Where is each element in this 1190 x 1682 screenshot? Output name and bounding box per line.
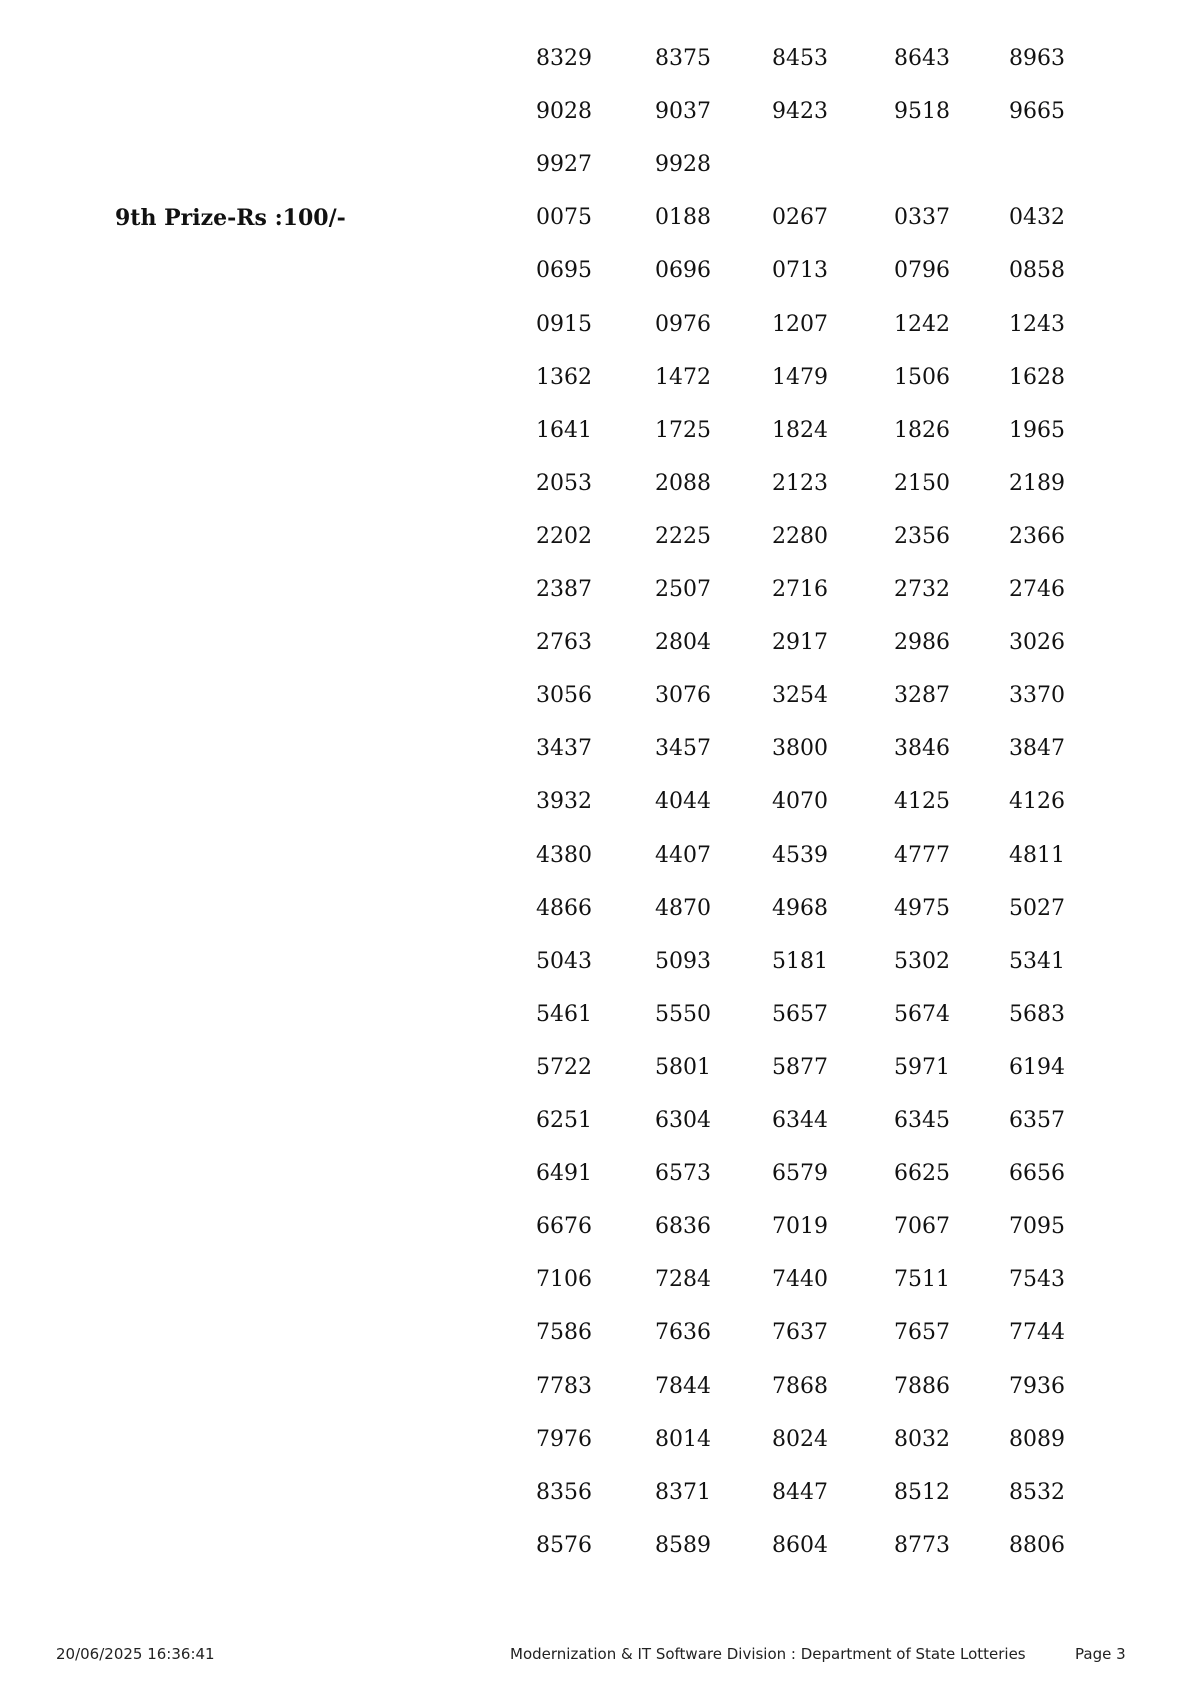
number-row — [0, 681, 1190, 711]
ticket-number: 0915 — [536, 312, 592, 337]
ticket-number: 7095 — [1009, 1214, 1065, 1239]
ticket-number: 0696 — [655, 258, 711, 283]
ticket-number: 8447 — [772, 1480, 828, 1505]
ticket-number: 4539 — [772, 843, 828, 868]
ticket-number: 7106 — [536, 1267, 592, 1292]
print-timestamp: 20/06/2025 16:36:41 — [56, 1645, 215, 1663]
ticket-number: 6573 — [655, 1161, 711, 1186]
ticket-number: 5877 — [772, 1055, 828, 1080]
ticket-number: 8375 — [655, 46, 711, 71]
ticket-number: 2746 — [1009, 577, 1065, 602]
ticket-number: 8773 — [894, 1533, 950, 1558]
ticket-number: 5674 — [894, 1002, 950, 1027]
ticket-number: 5341 — [1009, 949, 1065, 974]
ticket-number: 8643 — [894, 46, 950, 71]
ticket-number: 7067 — [894, 1214, 950, 1239]
number-row — [0, 947, 1190, 977]
ticket-number: 4811 — [1009, 843, 1065, 868]
number-row — [0, 1159, 1190, 1189]
number-row — [0, 256, 1190, 286]
ticket-number: 5722 — [536, 1055, 592, 1080]
ticket-number: 0267 — [772, 205, 828, 230]
ticket-number: 9927 — [536, 152, 592, 177]
ticket-number: 7440 — [772, 1267, 828, 1292]
ticket-number: 8806 — [1009, 1533, 1065, 1558]
number-row — [0, 416, 1190, 446]
ticket-number: 3254 — [772, 683, 828, 708]
ticket-number: 8604 — [772, 1533, 828, 1558]
number-row — [0, 894, 1190, 924]
ticket-number: 8014 — [655, 1427, 711, 1452]
number-row — [0, 150, 1190, 180]
number-row — [0, 1425, 1190, 1455]
ticket-number: 0796 — [894, 258, 950, 283]
ticket-number: 5302 — [894, 949, 950, 974]
ticket-number: 8356 — [536, 1480, 592, 1505]
ticket-number: 0188 — [655, 205, 711, 230]
ticket-number: 6345 — [894, 1108, 950, 1133]
number-row — [0, 44, 1190, 74]
ticket-number: 6836 — [655, 1214, 711, 1239]
ticket-number: 8371 — [655, 1480, 711, 1505]
ticket-number: 7636 — [655, 1320, 711, 1345]
ticket-number: 4968 — [772, 896, 828, 921]
number-row — [0, 1318, 1190, 1348]
ticket-number: 1824 — [772, 418, 828, 443]
ticket-number: 1506 — [894, 365, 950, 390]
number-row — [0, 787, 1190, 817]
number-row — [0, 97, 1190, 127]
ticket-number: 2917 — [772, 630, 828, 655]
ticket-number: 6676 — [536, 1214, 592, 1239]
ticket-number: 4070 — [772, 789, 828, 814]
ticket-number: 1472 — [655, 365, 711, 390]
number-row — [0, 1531, 1190, 1561]
ticket-number: 1362 — [536, 365, 592, 390]
ticket-number: 0075 — [536, 205, 592, 230]
ticket-number: 0858 — [1009, 258, 1065, 283]
ticket-number: 6579 — [772, 1161, 828, 1186]
number-row — [0, 1372, 1190, 1402]
ticket-number: 0695 — [536, 258, 592, 283]
ticket-number: 7936 — [1009, 1374, 1065, 1399]
ticket-number: 6344 — [772, 1108, 828, 1133]
ticket-number: 4044 — [655, 789, 711, 814]
number-row — [0, 1053, 1190, 1083]
ticket-number: 8532 — [1009, 1480, 1065, 1505]
ticket-number: 1965 — [1009, 418, 1065, 443]
ticket-number: 2150 — [894, 471, 950, 496]
ticket-number: 2732 — [894, 577, 950, 602]
ticket-number: 6194 — [1009, 1055, 1065, 1080]
page-number: Page 3 — [1075, 1645, 1126, 1663]
ticket-number: 1628 — [1009, 365, 1065, 390]
ticket-number: 1641 — [536, 418, 592, 443]
ticket-number: 9028 — [536, 99, 592, 124]
ticket-number: 6304 — [655, 1108, 711, 1133]
ticket-number: 2356 — [894, 524, 950, 549]
ticket-number: 7868 — [772, 1374, 828, 1399]
ticket-number: 2366 — [1009, 524, 1065, 549]
number-row — [0, 363, 1190, 393]
ticket-number: 7976 — [536, 1427, 592, 1452]
number-row — [0, 1265, 1190, 1295]
ticket-number: 3457 — [655, 736, 711, 761]
ticket-number: 3847 — [1009, 736, 1065, 761]
ticket-number: 5093 — [655, 949, 711, 974]
ticket-number: 3287 — [894, 683, 950, 708]
ticket-number: 5657 — [772, 1002, 828, 1027]
ticket-number: 2763 — [536, 630, 592, 655]
ticket-number: 1242 — [894, 312, 950, 337]
ticket-number: 1243 — [1009, 312, 1065, 337]
ticket-number: 2202 — [536, 524, 592, 549]
footer-division: Modernization & IT Software Division : Department of State Lotteries — [510, 1645, 1026, 1663]
ticket-number: 8089 — [1009, 1427, 1065, 1452]
ticket-number: 9665 — [1009, 99, 1065, 124]
ticket-number: 2280 — [772, 524, 828, 549]
ticket-number: 1826 — [894, 418, 950, 443]
ticket-number: 2053 — [536, 471, 592, 496]
ticket-number: 2123 — [772, 471, 828, 496]
ticket-number: 4975 — [894, 896, 950, 921]
ticket-number: 7284 — [655, 1267, 711, 1292]
ticket-number: 8576 — [536, 1533, 592, 1558]
ticket-number: 5461 — [536, 1002, 592, 1027]
ticket-number: 2189 — [1009, 471, 1065, 496]
prize-label: 9th Prize-Rs :100/- — [115, 205, 346, 231]
ticket-number: 7637 — [772, 1320, 828, 1345]
ticket-number: 2225 — [655, 524, 711, 549]
ticket-number: 9037 — [655, 99, 711, 124]
ticket-number: 3026 — [1009, 630, 1065, 655]
ticket-number: 2804 — [655, 630, 711, 655]
ticket-number: 2986 — [894, 630, 950, 655]
ticket-number: 4125 — [894, 789, 950, 814]
ticket-number: 9928 — [655, 152, 711, 177]
ticket-number: 5181 — [772, 949, 828, 974]
ticket-number: 0337 — [894, 205, 950, 230]
number-row — [0, 310, 1190, 340]
ticket-number: 7543 — [1009, 1267, 1065, 1292]
ticket-number: 7886 — [894, 1374, 950, 1399]
ticket-number: 8329 — [536, 46, 592, 71]
ticket-number: 3846 — [894, 736, 950, 761]
ticket-number: 4407 — [655, 843, 711, 868]
number-row — [0, 841, 1190, 871]
ticket-number: 1207 — [772, 312, 828, 337]
ticket-number: 6251 — [536, 1108, 592, 1133]
ticket-number: 1479 — [772, 365, 828, 390]
ticket-number: 3056 — [536, 683, 592, 708]
ticket-number: 6625 — [894, 1161, 950, 1186]
number-row — [0, 575, 1190, 605]
ticket-number: 5971 — [894, 1055, 950, 1080]
ticket-number: 3800 — [772, 736, 828, 761]
ticket-number: 8453 — [772, 46, 828, 71]
ticket-number: 0713 — [772, 258, 828, 283]
ticket-number: 0432 — [1009, 205, 1065, 230]
ticket-number: 2716 — [772, 577, 828, 602]
ticket-number: 4866 — [536, 896, 592, 921]
ticket-number: 4870 — [655, 896, 711, 921]
ticket-number: 5683 — [1009, 1002, 1065, 1027]
ticket-number: 2507 — [655, 577, 711, 602]
ticket-number: 5043 — [536, 949, 592, 974]
ticket-number: 8963 — [1009, 46, 1065, 71]
ticket-number: 9518 — [894, 99, 950, 124]
ticket-number: 4380 — [536, 843, 592, 868]
ticket-number: 8512 — [894, 1480, 950, 1505]
ticket-number: 4126 — [1009, 789, 1065, 814]
ticket-number: 3076 — [655, 683, 711, 708]
ticket-number: 7019 — [772, 1214, 828, 1239]
number-row — [0, 1478, 1190, 1508]
ticket-number: 7744 — [1009, 1320, 1065, 1345]
number-row — [0, 628, 1190, 658]
ticket-number: 1725 — [655, 418, 711, 443]
ticket-number: 8032 — [894, 1427, 950, 1452]
number-row — [0, 1212, 1190, 1242]
ticket-number: 3932 — [536, 789, 592, 814]
ticket-number: 3437 — [536, 736, 592, 761]
number-row — [0, 203, 1190, 233]
ticket-number: 4777 — [894, 843, 950, 868]
number-row — [0, 1106, 1190, 1136]
ticket-number: 8024 — [772, 1427, 828, 1452]
ticket-number: 0976 — [655, 312, 711, 337]
ticket-number: 5550 — [655, 1002, 711, 1027]
ticket-number: 7783 — [536, 1374, 592, 1399]
number-row — [0, 522, 1190, 552]
number-row — [0, 734, 1190, 764]
ticket-number: 7511 — [894, 1267, 950, 1292]
ticket-number: 7844 — [655, 1374, 711, 1399]
ticket-number: 8589 — [655, 1533, 711, 1558]
ticket-number: 5801 — [655, 1055, 711, 1080]
ticket-number: 6491 — [536, 1161, 592, 1186]
ticket-number: 6656 — [1009, 1161, 1065, 1186]
number-row — [0, 469, 1190, 499]
ticket-number: 2387 — [536, 577, 592, 602]
ticket-number: 9423 — [772, 99, 828, 124]
ticket-number: 7657 — [894, 1320, 950, 1345]
number-row — [0, 1000, 1190, 1030]
ticket-number: 3370 — [1009, 683, 1065, 708]
ticket-number: 7586 — [536, 1320, 592, 1345]
ticket-number: 5027 — [1009, 896, 1065, 921]
ticket-number: 2088 — [655, 471, 711, 496]
ticket-number: 6357 — [1009, 1108, 1065, 1133]
